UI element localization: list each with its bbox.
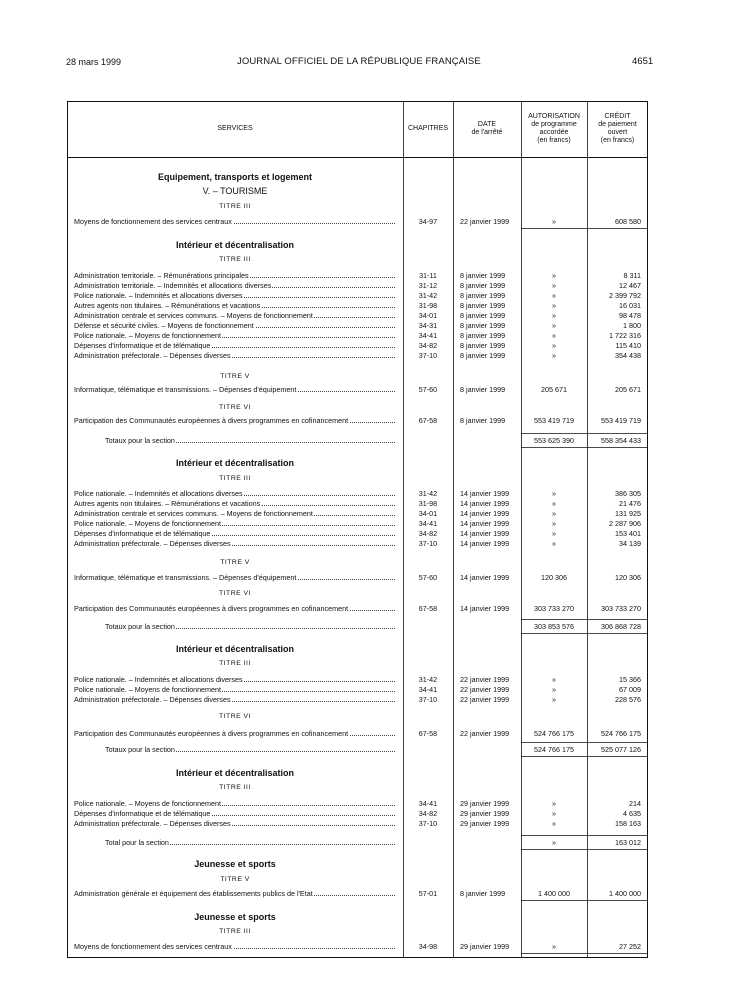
chapitre-cell: 67-58 bbox=[418, 729, 438, 738]
autorisation-cell: » bbox=[552, 799, 556, 808]
autorisation-cell: 553 419 719 bbox=[534, 416, 574, 425]
service-label bbox=[74, 321, 395, 330]
subsection-heading: V. – TOURISME bbox=[202, 186, 268, 196]
autorisation-cell: » bbox=[552, 341, 556, 350]
autorisation-cell: » bbox=[552, 499, 556, 508]
date-cell: 8 janvier 1999 bbox=[460, 341, 506, 350]
credit-cell: 131 925 bbox=[615, 509, 641, 518]
date-cell: 29 janvier 1999 bbox=[460, 799, 510, 808]
service-label-text: Dépenses d'informatique et de télématique bbox=[74, 809, 211, 818]
service-label-text: Administration centrale et services communs. – Moyens de fonctionnement bbox=[74, 509, 313, 518]
section-heading: Jeunesse et sports bbox=[194, 912, 276, 922]
autorisation-cell: » bbox=[552, 942, 556, 951]
autorisation-cell: » bbox=[552, 509, 556, 518]
service-label-text: Totaux pour la section bbox=[105, 622, 175, 631]
date-cell: 22 janvier 1999 bbox=[460, 695, 510, 704]
date-cell: 8 janvier 1999 bbox=[460, 385, 506, 394]
credit-cell: 205 671 bbox=[615, 385, 641, 394]
credit-cell: 525 077 126 bbox=[601, 745, 641, 754]
credit-cell: 228 576 bbox=[615, 695, 641, 704]
titre-heading: TITRE III bbox=[219, 784, 251, 791]
service-label bbox=[74, 573, 395, 582]
credit-cell: 1 800 bbox=[623, 321, 641, 330]
service-label bbox=[74, 301, 395, 310]
credit-cell: 306 868 728 bbox=[601, 622, 641, 631]
service-label-text: Défense et sécurité civiles. – Moyens de fonctionnement bbox=[74, 321, 254, 330]
service-label bbox=[74, 539, 395, 548]
service-label-text: Police nationale. – Moyens de fonctionnement bbox=[74, 331, 222, 340]
date-cell: 8 janvier 1999 bbox=[460, 321, 506, 330]
service-label bbox=[74, 331, 395, 340]
service-label-text: Participation des Communautés européennes à divers programmes en cofinancement bbox=[74, 604, 349, 613]
header-services bbox=[67, 101, 403, 157]
service-label bbox=[74, 416, 395, 425]
credit-cell: 21 476 bbox=[619, 499, 641, 508]
service-label bbox=[74, 509, 395, 518]
chapitre-cell: 37-10 bbox=[418, 539, 438, 548]
date-cell: 8 janvier 1999 bbox=[460, 351, 506, 360]
autorisation-cell: 553 625 390 bbox=[534, 436, 574, 445]
credit-cell: 16 031 bbox=[619, 301, 641, 310]
service-label bbox=[74, 942, 395, 951]
service-label-text: Police nationale. – Moyens de fonctionnement bbox=[74, 519, 222, 528]
chapitre-cell: 34-31 bbox=[418, 321, 438, 330]
titre-heading: TITRE III bbox=[219, 203, 251, 210]
credit-cell: 15 366 bbox=[619, 675, 641, 684]
credit-cell: 12 467 bbox=[619, 281, 641, 290]
chapitre-cell: 34-41 bbox=[418, 331, 438, 340]
titre-heading: TITRE III bbox=[219, 256, 251, 263]
section-heading: Jeunesse et sports bbox=[194, 859, 276, 869]
date-cell: 22 janvier 1999 bbox=[460, 217, 510, 226]
chapitre-cell: 31-42 bbox=[418, 291, 438, 300]
section-heading: Intérieur et décentralisation bbox=[175, 240, 295, 250]
service-label-text: Administration préfectorale. – Dépenses diverses bbox=[74, 695, 231, 704]
service-label-text: Moyens de fonctionnement des services centraux bbox=[74, 942, 232, 951]
service-label bbox=[74, 499, 395, 508]
service-label-text: Police nationale. – Indemnités et allocations diverses bbox=[74, 675, 243, 684]
service-label bbox=[74, 351, 395, 360]
section-heading: Intérieur et décentralisation bbox=[175, 768, 295, 778]
chapitre-cell: 34-01 bbox=[418, 311, 438, 320]
credit-cell: 4 635 bbox=[623, 809, 641, 818]
header-credit-line: (en francs) bbox=[600, 137, 635, 144]
credit-cell: 163 012 bbox=[615, 838, 641, 847]
chapitre-cell: 31-98 bbox=[418, 301, 438, 310]
service-label bbox=[74, 695, 395, 704]
date-cell: 8 janvier 1999 bbox=[460, 889, 506, 898]
credit-cell: 153 401 bbox=[615, 529, 641, 538]
service-label-text: Administration préfectorale. – Dépenses diverses bbox=[74, 351, 231, 360]
autorisation-cell: 1 400 000 bbox=[538, 889, 570, 898]
service-label bbox=[74, 489, 395, 498]
page-number: 4651 bbox=[632, 56, 654, 67]
section-total-label bbox=[105, 436, 395, 445]
date-cell: 8 janvier 1999 bbox=[460, 311, 506, 320]
service-label-text: Totaux pour la section bbox=[105, 436, 175, 445]
titre-heading: TITRE VI bbox=[219, 713, 251, 720]
chapitre-cell: 31-12 bbox=[418, 281, 438, 290]
section-total-label bbox=[105, 745, 395, 754]
header-credit-line: ouvert bbox=[607, 129, 628, 136]
header-chapitres-label: CHAPITRES bbox=[407, 125, 449, 132]
service-label-text: Participation des Communautés européennes à divers programmes en cofinancement bbox=[74, 416, 349, 425]
autorisation-cell: 524 766 175 bbox=[534, 745, 574, 754]
autorisation-cell: » bbox=[552, 311, 556, 320]
autorisation-cell: » bbox=[552, 217, 556, 226]
autorisation-cell: 303 733 270 bbox=[534, 604, 574, 613]
autorisation-cell: » bbox=[552, 301, 556, 310]
header-date-line: DATE bbox=[477, 121, 497, 128]
chapitre-cell: 34-41 bbox=[418, 519, 438, 528]
header-autorisation-line: de programme bbox=[531, 121, 577, 128]
autorisation-cell: » bbox=[552, 838, 556, 847]
service-label bbox=[74, 519, 395, 528]
autorisation-cell: » bbox=[552, 819, 556, 828]
date-cell: 8 janvier 1999 bbox=[460, 291, 506, 300]
date-cell: 29 janvier 1999 bbox=[460, 942, 510, 951]
service-label bbox=[74, 799, 395, 808]
header-autorisation bbox=[521, 101, 587, 157]
credit-cell: 553 419 719 bbox=[601, 416, 641, 425]
service-label-text: Administration préfectorale. – Dépenses diverses bbox=[74, 819, 231, 828]
credit-cell: 524 766 175 bbox=[601, 729, 641, 738]
titre-heading: TITRE V bbox=[220, 876, 250, 883]
section-total-label bbox=[105, 838, 395, 847]
header-autorisation-line: accordée bbox=[539, 129, 569, 136]
chapitre-cell: 34-98 bbox=[418, 942, 438, 951]
titre-heading: TITRE III bbox=[219, 928, 251, 935]
chapitre-cell: 37-10 bbox=[418, 819, 438, 828]
service-label bbox=[74, 385, 395, 394]
service-label bbox=[74, 341, 395, 350]
service-label-text: Informatique, télématique et transmissions. – Dépenses d'équipement bbox=[74, 385, 297, 394]
service-label-text: Administration préfectorale. – Dépenses diverses bbox=[74, 539, 231, 548]
header-credit bbox=[587, 101, 648, 157]
chapitre-cell: 34-01 bbox=[418, 509, 438, 518]
chapitre-cell: 34-41 bbox=[418, 799, 438, 808]
service-label-text: Totaux pour la section bbox=[105, 745, 175, 754]
date-cell: 29 janvier 1999 bbox=[460, 819, 510, 828]
credits-table bbox=[67, 101, 648, 958]
titre-heading: TITRE III bbox=[219, 660, 251, 667]
service-label-text: Police nationale. – Moyens de fonctionnement bbox=[74, 799, 222, 808]
header-chapitres bbox=[403, 101, 453, 157]
chapitre-cell: 37-10 bbox=[418, 351, 438, 360]
chapitre-cell: 57-60 bbox=[418, 573, 438, 582]
service-label bbox=[74, 819, 395, 828]
credit-cell: 608 580 bbox=[615, 217, 641, 226]
autorisation-cell: » bbox=[552, 321, 556, 330]
service-label bbox=[74, 685, 395, 694]
service-label-text: Moyens de fonctionnement des services centraux bbox=[74, 217, 232, 226]
header-date bbox=[453, 101, 521, 157]
date-cell: 14 janvier 1999 bbox=[460, 539, 510, 548]
section-total-label bbox=[105, 622, 395, 631]
credit-cell: 98 478 bbox=[619, 311, 641, 320]
chapitre-cell: 31-42 bbox=[418, 489, 438, 498]
service-label-text: Administration centrale et services communs. – Moyens de fonctionnement bbox=[74, 311, 313, 320]
service-label bbox=[74, 271, 395, 280]
credit-cell: 158 163 bbox=[615, 819, 641, 828]
autorisation-cell: » bbox=[552, 351, 556, 360]
service-label bbox=[74, 529, 395, 538]
service-label-text: Participation des Communautés européennes à divers programmes en cofinancement bbox=[74, 729, 349, 738]
autorisation-cell: » bbox=[552, 281, 556, 290]
autorisation-cell: » bbox=[552, 685, 556, 694]
autorisation-cell: » bbox=[552, 489, 556, 498]
service-label-text: Total pour la section bbox=[105, 838, 169, 847]
date-cell: 14 janvier 1999 bbox=[460, 509, 510, 518]
service-label-text: Police nationale. – Indemnités et allocations diverses bbox=[74, 291, 243, 300]
titre-heading: TITRE V bbox=[220, 373, 250, 380]
service-label bbox=[74, 889, 395, 898]
chapitre-cell: 57-01 bbox=[418, 889, 438, 898]
titre-heading: TITRE VI bbox=[219, 404, 251, 411]
date-cell: 22 janvier 1999 bbox=[460, 729, 510, 738]
service-label bbox=[74, 281, 395, 290]
autorisation-cell: 205 671 bbox=[541, 385, 567, 394]
credit-cell: 2 287 906 bbox=[609, 519, 641, 528]
date-cell: 29 janvier 1999 bbox=[460, 809, 510, 818]
header-date-line: de l'arrêté bbox=[471, 129, 503, 136]
service-label-text: Police nationale. – Indemnités et allocations diverses bbox=[74, 489, 243, 498]
header-credit-line: CRÉDIT bbox=[604, 113, 631, 120]
chapitre-cell: 34-97 bbox=[418, 217, 438, 226]
titre-heading: TITRE VI bbox=[219, 590, 251, 597]
credit-cell: 67 009 bbox=[619, 685, 641, 694]
credit-cell: 386 305 bbox=[615, 489, 641, 498]
service-label-text: Administration générale et équipement des établissements publics de l'Etat bbox=[74, 889, 313, 898]
credit-cell: 1 722 316 bbox=[609, 331, 641, 340]
date-cell: 22 janvier 1999 bbox=[460, 685, 510, 694]
autorisation-cell: » bbox=[552, 675, 556, 684]
autorisation-cell: » bbox=[552, 519, 556, 528]
autorisation-cell: » bbox=[552, 331, 556, 340]
credit-cell: 354 438 bbox=[615, 351, 641, 360]
page-date: 28 mars 1999 bbox=[66, 57, 122, 67]
service-label-text: Dépenses d'informatique et de télématique bbox=[74, 529, 211, 538]
date-cell: 14 janvier 1999 bbox=[460, 529, 510, 538]
chapitre-cell: 67-58 bbox=[418, 416, 438, 425]
date-cell: 14 janvier 1999 bbox=[460, 573, 510, 582]
credit-cell: 120 306 bbox=[615, 573, 641, 582]
service-label bbox=[74, 675, 395, 684]
service-label-text: Police nationale. – Moyens de fonctionnement bbox=[74, 685, 222, 694]
header-credit-line: de paiement bbox=[598, 121, 637, 128]
service-label bbox=[74, 217, 395, 226]
date-cell: 8 janvier 1999 bbox=[460, 331, 506, 340]
credit-cell: 558 354 433 bbox=[601, 436, 641, 445]
section-heading: Intérieur et décentralisation bbox=[175, 644, 295, 654]
chapitre-cell: 37-10 bbox=[418, 695, 438, 704]
autorisation-cell: » bbox=[552, 539, 556, 548]
autorisation-cell: » bbox=[552, 529, 556, 538]
service-label-text: Administration territoriale. – Indemnités et allocations diverses bbox=[74, 281, 272, 290]
service-label bbox=[74, 729, 395, 738]
date-cell: 8 janvier 1999 bbox=[460, 271, 506, 280]
autorisation-cell: » bbox=[552, 695, 556, 704]
credit-cell: 8 311 bbox=[623, 271, 641, 280]
credit-cell: 303 733 270 bbox=[601, 604, 641, 613]
chapitre-cell: 31-11 bbox=[419, 271, 437, 280]
section-heading: Equipement, transports et logement bbox=[157, 172, 313, 182]
service-label-text: Informatique, télématique et transmissions. – Dépenses d'équipement bbox=[74, 573, 297, 582]
credit-cell: 27 252 bbox=[619, 942, 641, 951]
chapitre-cell: 31-42 bbox=[418, 675, 438, 684]
chapitre-cell: 31-98 bbox=[418, 499, 438, 508]
autorisation-cell: » bbox=[552, 291, 556, 300]
date-cell: 14 janvier 1999 bbox=[460, 519, 510, 528]
service-label-text: Administration territoriale. – Rémunérations principales bbox=[74, 271, 249, 280]
autorisation-cell: 120 306 bbox=[541, 573, 567, 582]
journal-title: JOURNAL OFFICIEL DE LA RÉPUBLIQUE FRANÇAISE bbox=[237, 56, 481, 67]
service-label bbox=[74, 311, 395, 320]
credit-cell: 1 400 000 bbox=[609, 889, 641, 898]
chapitre-cell: 57-60 bbox=[418, 385, 438, 394]
autorisation-cell: » bbox=[552, 809, 556, 818]
titre-heading: TITRE III bbox=[219, 475, 251, 482]
credit-cell: 34 139 bbox=[619, 539, 641, 548]
service-label-text: Dépenses d'informatique et de télématique bbox=[74, 341, 211, 350]
credit-cell: 115 410 bbox=[615, 341, 641, 350]
date-cell: 8 janvier 1999 bbox=[460, 301, 506, 310]
date-cell: 14 janvier 1999 bbox=[460, 489, 510, 498]
chapitre-cell: 34-41 bbox=[418, 685, 438, 694]
date-cell: 14 janvier 1999 bbox=[460, 604, 510, 613]
header-services-label: SERVICES bbox=[217, 125, 253, 132]
autorisation-cell: 524 766 175 bbox=[534, 729, 574, 738]
titre-heading: TITRE V bbox=[220, 559, 250, 566]
chapitre-cell: 34-82 bbox=[418, 809, 438, 818]
service-label bbox=[74, 291, 395, 300]
autorisation-cell: » bbox=[552, 271, 556, 280]
service-label bbox=[74, 809, 395, 818]
autorisation-cell: 303 853 576 bbox=[534, 622, 574, 631]
chapitre-cell: 34-82 bbox=[418, 529, 438, 538]
chapitre-cell: 34-82 bbox=[418, 341, 438, 350]
date-cell: 22 janvier 1999 bbox=[460, 675, 510, 684]
date-cell: 8 janvier 1999 bbox=[460, 416, 506, 425]
date-cell: 14 janvier 1999 bbox=[460, 499, 510, 508]
date-cell: 8 janvier 1999 bbox=[460, 281, 506, 290]
header-autorisation-line: (en francs) bbox=[537, 137, 571, 144]
service-label-text: Autres agents non titulaires. – Rémunérations et vacations bbox=[74, 499, 261, 508]
section-heading: Intérieur et décentralisation bbox=[175, 458, 295, 468]
service-label-text: Autres agents non titulaires. – Rémunérations et vacations bbox=[74, 301, 261, 310]
chapitre-cell: 67-58 bbox=[418, 604, 438, 613]
service-label bbox=[74, 604, 395, 613]
credit-cell: 2 399 792 bbox=[609, 291, 641, 300]
credit-cell: 214 bbox=[629, 799, 641, 808]
header-autorisation-line: AUTORISATION bbox=[528, 113, 580, 120]
